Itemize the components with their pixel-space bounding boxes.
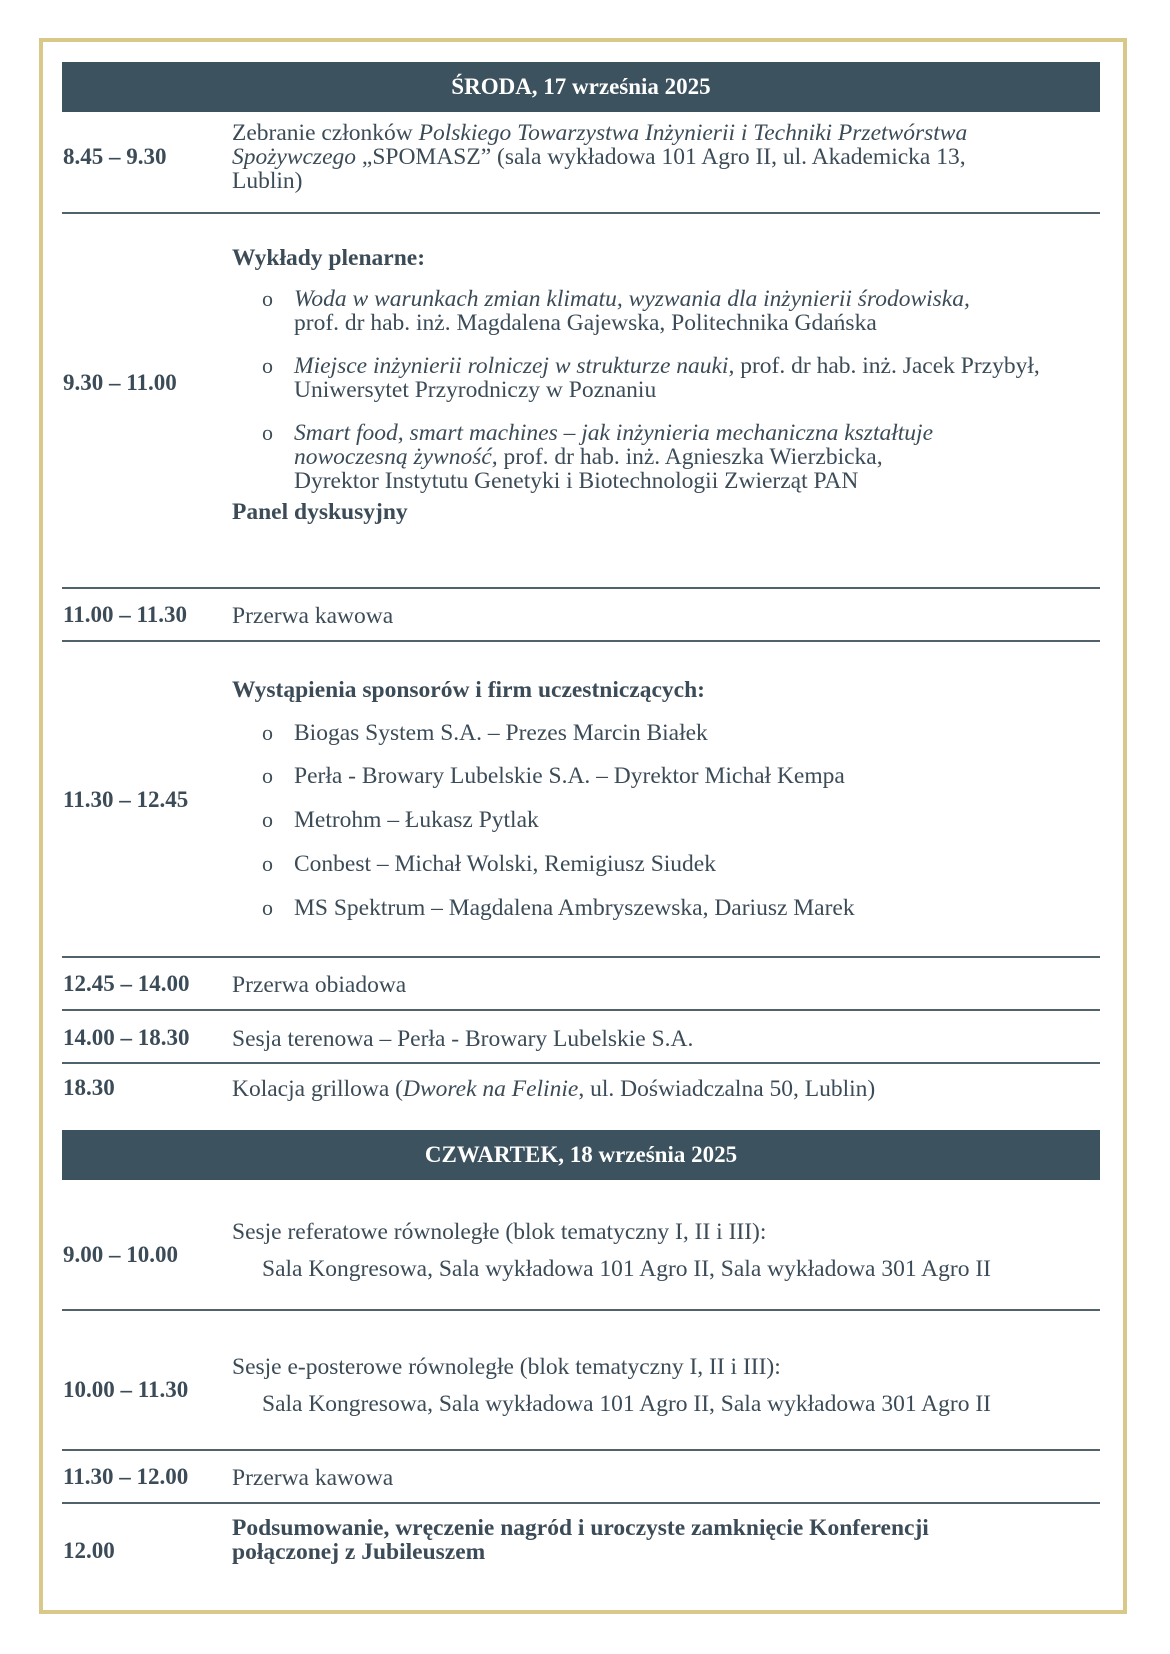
day-title: ŚRODA, 17 września 2025	[451, 74, 711, 99]
panel-heading: Panel dyskusyjny	[232, 499, 408, 525]
lecture-affiliation: Dyrektor Instytutu Genetyki i Biotechnologii Zwierząt PAN	[294, 468, 859, 494]
sponsor-item: Metrohm – Łukasz Pytlak	[294, 807, 539, 833]
venue-name: Dworek na Felinie	[402, 1076, 579, 1102]
desc-italic: Polskiego Towarzystwa Inżynierii i Techniki Przetwórstwa	[418, 120, 968, 146]
row-divider	[62, 1309, 1100, 1311]
row-description: Sesje referatowe równoległe (blok tematyczny I, II i III):	[232, 1219, 767, 1245]
desc-text: Zebranie członków	[232, 120, 419, 146]
closing-line: połączonej z Jubileuszem	[232, 1539, 486, 1565]
closing-line: Podsumowanie, wręczenie nagród i uroczyste zamknięcie Konferencji	[232, 1515, 929, 1541]
lecture-item	[294, 287, 970, 335]
bullet-icon: o	[262, 851, 273, 876]
row-time: 18.30	[63, 1075, 115, 1100]
lecture-speaker: prof. dr hab. inż. Magdalena Gajewska, Politechnika Gdańska	[294, 310, 877, 336]
row-rooms: Sala Kongresowa, Sala wykładowa 101 Agro II, Sala wykładowa 301 Agro II	[262, 1256, 991, 1282]
row-time: 11.30 – 12.00	[63, 1464, 189, 1489]
row-description	[232, 1077, 875, 1101]
bullet-icon: o	[262, 353, 273, 378]
row-divider	[62, 587, 1100, 589]
row-time: 14.00 – 18.30	[63, 1025, 190, 1050]
row-time: 9.30 – 11.00	[63, 370, 177, 395]
row-time: 12.45 – 14.00	[63, 971, 190, 996]
bullet-icon: o	[262, 763, 273, 788]
bullet-icon: o	[262, 420, 273, 445]
lecture-title: Woda w warunkach zmian klimatu, wyzwania dla inżynierii środowiska,	[294, 286, 970, 312]
row-time: 8.45 – 9.30	[63, 144, 167, 169]
lecture-speaker: prof. dr hab. inż. Jacek Przybył,	[734, 353, 1040, 379]
desc-text: , ul. Doświadczalna 50, Lublin)	[578, 1076, 876, 1102]
day-title: CZWARTEK, 18 września 2025	[424, 1142, 738, 1167]
day-header-thursday	[62, 1130, 1100, 1180]
sponsor-item: MS Spektrum – Magdalena Ambryszewska, Dariusz Marek	[294, 895, 855, 921]
desc-text: „SPOMASZ” (sala wykładowa 101 Agro II, ul. Akademicka 13,	[361, 144, 966, 170]
desc-text: Kolacja grillowa (	[232, 1076, 403, 1102]
day-header-wednesday	[62, 62, 1100, 112]
row-description	[232, 121, 967, 193]
row-description: Przerwa kawowa	[232, 603, 394, 629]
row-time: 10.00 – 11.30	[63, 1377, 189, 1402]
lecture-affiliation: Uniwersytet Przyrodniczy w Poznaniu	[294, 377, 657, 403]
row-description: Sesja terenowa – Perła - Browary Lubelskie S.A.	[232, 1026, 694, 1052]
lecture-item	[294, 421, 933, 493]
row-divider	[62, 1062, 1100, 1064]
section-heading: Wystąpienia sponsorów i firm uczestniczących:	[232, 677, 705, 703]
bullet-icon: o	[262, 720, 273, 745]
row-time: 12.00	[63, 1538, 115, 1563]
row-time: 11.30 – 12.45	[63, 787, 189, 812]
row-divider	[62, 1009, 1100, 1011]
desc-italic: Spożywczego	[232, 144, 362, 170]
row-divider	[62, 1502, 1100, 1504]
desc-text: Lublin)	[232, 168, 303, 194]
row-description: Przerwa kawowa	[232, 1465, 394, 1491]
sponsor-item: Conbest – Michał Wolski, Remigiusz Siudek	[294, 851, 716, 877]
sponsor-item: Perła - Browary Lubelskie S.A. – Dyrektor Michał Kempa	[294, 763, 845, 789]
row-rooms: Sala Kongresowa, Sala wykładowa 101 Agro II, Sala wykładowa 301 Agro II	[262, 1391, 991, 1417]
row-time: 11.00 – 11.30	[63, 602, 187, 627]
row-description: Przerwa obiadowa	[232, 972, 407, 998]
lecture-speaker: prof. dr hab. inż. Agnieszka Wierzbicka,	[497, 444, 883, 470]
sponsor-item: Biogas System S.A. – Prezes Marcin Białek	[294, 720, 708, 746]
row-divider	[62, 212, 1100, 214]
row-divider	[62, 956, 1100, 958]
row-time: 9.00 – 10.00	[63, 1242, 178, 1267]
lecture-title: nowoczesną żywność,	[294, 444, 498, 470]
row-description: Sesje e-posterowe równoległe (blok tematyczny I, II i III):	[232, 1354, 781, 1380]
section-heading: Wykłady plenarne:	[232, 245, 426, 271]
bullet-icon: o	[262, 807, 273, 832]
lecture-title: Miejsce inżynierii rolniczej w strukturze nauki,	[294, 353, 735, 379]
row-divider	[62, 1449, 1100, 1451]
row-divider	[62, 640, 1100, 642]
closing-description	[232, 1516, 929, 1564]
lecture-title: Smart food, smart machines – jak inżynieria mechaniczna kształtuje	[294, 420, 933, 446]
bullet-icon: o	[262, 286, 273, 311]
lecture-item	[294, 354, 1040, 402]
bullet-icon: o	[262, 895, 273, 920]
